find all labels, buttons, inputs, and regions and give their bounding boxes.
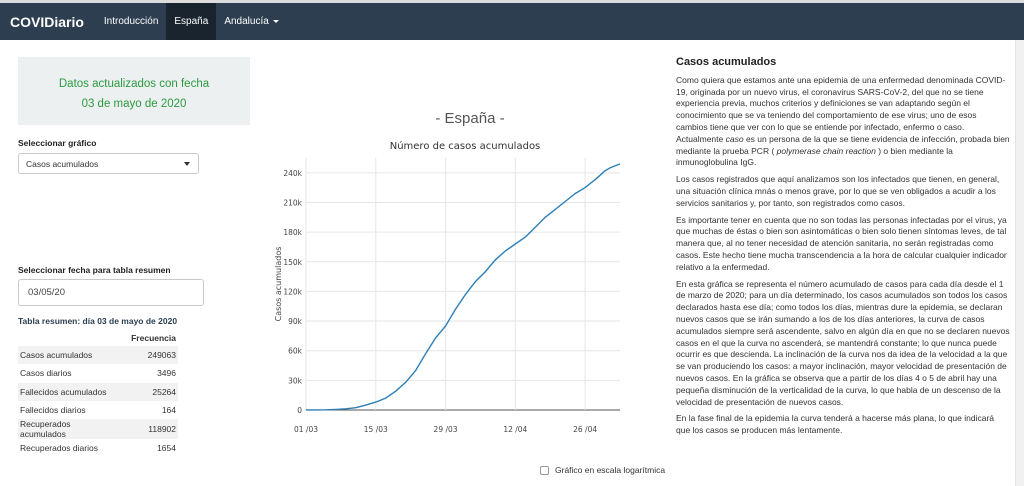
table-row (18, 346, 178, 364)
row-value: 164 (161, 405, 176, 416)
y-axis-label: Casos acumulados (274, 246, 283, 322)
paragraph-text: es un persona de la que se tiene evidencia de infección, probada bien mediante la prueba PCR ( (676, 133, 1010, 156)
x-tick-label: 29 /03 (433, 425, 458, 434)
row-label: Fallecidos diarios (20, 405, 86, 416)
row-value: 118902 (118, 419, 178, 439)
log-scale-checkbox[interactable] (540, 466, 549, 475)
y-tick-label: 0 (297, 406, 302, 415)
table-row (18, 419, 178, 439)
cumulative-cases-chart[interactable] (270, 138, 670, 478)
emphasis-text: polymerase chain reaction (776, 145, 876, 156)
article-paragraph: Es importante tener en cuenta que no son todas las personas infectadas por el virus, ya que muchas de éstas o bien son asintomáticas o bien solo tienen síntomas leves, de tal manera que, al no tener necesidad de atención sanitaria, no serán registradas como casos. Este hecho tiene mucha transcendencia a la hora de calcular cualquier indicador relativo a la enfermedad. (676, 214, 1007, 272)
log-scale-label: Gráfico en escala logarítmica (555, 465, 666, 475)
table-row (18, 383, 178, 401)
nav-item-andalucia-dropdown[interactable] (216, 3, 286, 40)
dropdown-arrow-icon (184, 162, 190, 166)
page-scrollbar[interactable] (1015, 40, 1024, 486)
article-heading: Casos acumulados (676, 56, 777, 68)
row-value: 3496 (157, 368, 176, 379)
table-header-blank (18, 330, 118, 346)
top-navbar (0, 3, 1024, 40)
nav-item-introduccion[interactable] (96, 3, 166, 40)
row-label: Fallecidos acumulados (18, 383, 118, 401)
row-value: 249063 (118, 346, 178, 364)
table-row (18, 439, 178, 457)
nav-item-label: España (174, 16, 209, 27)
brand-logo[interactable]: COVIDiario (10, 13, 84, 30)
row-label: Casos diarios (20, 368, 72, 379)
y-tick-label: 180k (283, 228, 302, 238)
chart-select[interactable] (18, 153, 199, 174)
summary-table-title: Tabla resumen: día 03 de mayo de 2020 (18, 316, 178, 326)
table-row (18, 401, 178, 419)
x-tick-label: 01 /03 (294, 425, 318, 434)
row-label: Recuperados acumulados (18, 419, 118, 439)
article-panel (676, 57, 1010, 442)
update-notice (18, 57, 250, 125)
cumulative-cases-line (306, 164, 620, 410)
table-header-frecuencia: Frecuencia (131, 333, 176, 343)
region-title: - España - (435, 110, 505, 127)
y-tick-label: 60k (288, 346, 302, 356)
chart-title: Número de casos acumulados (389, 141, 541, 152)
y-tick-label: 150k (283, 257, 302, 267)
table-row (18, 364, 178, 382)
x-tick-label: 26 /04 (573, 425, 598, 434)
chart-select-label: Seleccionar gráfico (18, 138, 97, 148)
sidebar-panel (18, 57, 250, 454)
update-line-1: Datos actualizados con fecha (58, 78, 210, 90)
date-input-label: Seleccionar fecha para tabla resumen (18, 265, 171, 275)
article-paragraph (676, 75, 1010, 169)
caret-down-icon (273, 20, 279, 23)
row-value: 1654 (157, 443, 176, 454)
chart-section (270, 100, 670, 486)
nav-item-label: Introducción (103, 16, 159, 27)
y-tick-label: 120k (283, 287, 302, 297)
article-paragraph: En esta gráfica se representa el número acumulado de casos para cada día desde el 1 de marzo de 2020; para un día determinado, los casos acumulados son todos los casos declarados hasta ese día; como todos los días, mientras dure la epidemia, se declaran nuevos casos que se irán sumando a los de los días anteriores, la curva de casos acumulados siempre será ascendente, salvo en algún día en que no se declaren nuevos casos en el que la curva no ascenderá, se mantendrá constante; lo que nunca puede ocurrir es que descienda. La inclinación de la curva nos da idea de la velocidad a la que se van produciendo los casos: a mayor inclinación, mayor velocidad de presentación de nuevos casos. En la gráfica se observa que a partir de los días 4 o 5 de abril hay una pequeña disminución de la verticalidad de la curva, lo que habla de un descenso de la velocidad de presentación de nuevos casos. (676, 278, 1010, 407)
update-date: 03 de mayo de 2020 (81, 98, 187, 110)
summary-table (18, 330, 178, 457)
y-tick-label: 210k (283, 198, 302, 208)
y-tick-label: 30k (288, 376, 302, 386)
y-tick-label: 240k (283, 168, 302, 178)
x-tick-label: 15 /03 (363, 425, 388, 434)
chart-select-value: Casos acumulados (26, 159, 99, 169)
article-paragraph: En la fase final de la epidemia la curva tenderá a hacerse más plana, lo que indicará que los casos se producen más lentamente. (676, 413, 994, 436)
row-label: Casos acumulados (18, 346, 118, 364)
log-scale-toggle[interactable] (270, 465, 665, 475)
emphasis-text: caso (725, 133, 744, 144)
nav-item-label: Andalucía (224, 16, 269, 27)
row-label: Recuperados diarios (20, 443, 98, 454)
y-tick-label: 90k (288, 317, 302, 327)
row-value: 25264 (118, 383, 178, 401)
paragraph-text: ) o bien mediante la inmunoglobulina IgG. (676, 145, 953, 168)
nav-item-espana[interactable] (166, 3, 216, 40)
x-tick-label: 12 /04 (503, 425, 528, 434)
paragraph-text: Como quiera que estamos ante una epidemia de una enfermedad denominada COVID-19, originada por un nuevo virus, el coronavirus SARS-CoV-2, del que no se tiene experiencia previa, muchos criterios y definiciones se van adaptando según el conocimiento que se va teniendo del comportamiento de ese virus; uno de esos cambios tiene que ver con lo que se entiende por infectado, enfermo o caso. Actualmente (676, 74, 1006, 144)
article-paragraph: Los casos registrados que aquí analizamos son los infectados que tienen, en general, una situación clínica mnás o menos grave, por lo que se ven obligados a acudir a los servicios sanitarios y, por tanto, son registrados como casos. (676, 174, 1000, 208)
date-input[interactable]: 03/05/20 (18, 279, 204, 306)
